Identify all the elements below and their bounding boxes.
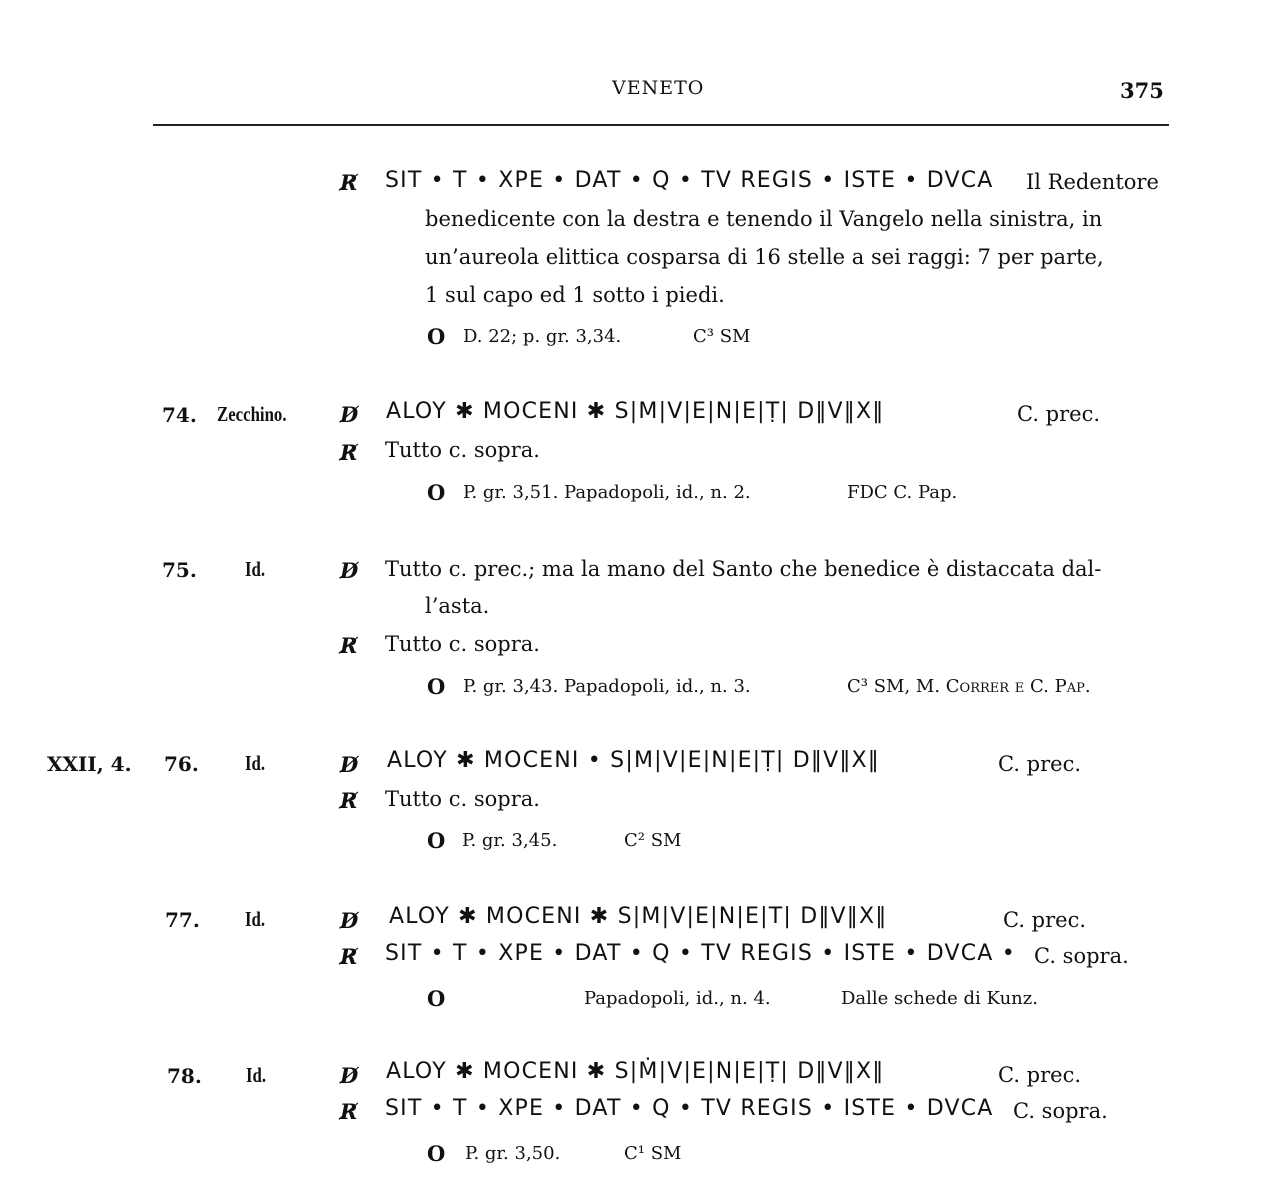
obverse-text: C. prec. [998, 1063, 1082, 1087]
obverse-legend: ALOY ✱ MOCENI • S|M|V|E|N|E|Ṭ| D‖V‖X‖ [387, 748, 880, 773]
reverse-legend: SIT • T • XPE • DAT • Q • TV REGIS • ISTE • DVCA [385, 168, 994, 193]
reference: P. gr. 3,51. Papadopoli, id., n. 2. [463, 482, 751, 503]
entry-number: 76. [164, 752, 199, 776]
reverse-symbol: R̸ [340, 788, 358, 813]
reverse-symbol: R̸ [340, 1099, 358, 1124]
obverse-text: C. prec. [998, 752, 1082, 776]
denomination: Zecchino. [217, 402, 287, 426]
reverse-text: C. sopra. [1034, 944, 1129, 968]
reverse-symbol: R̸ [340, 944, 358, 969]
metal-mark: O [427, 1141, 446, 1166]
reverse-symbol: R̸ [340, 440, 358, 465]
page-number: 375 [1120, 78, 1164, 103]
denomination: Id. [246, 1063, 267, 1087]
reverse-symbol: R̸ [340, 633, 358, 658]
obverse-legend: ALOY ✱ MOCENI ✱ S|M|V|E|N|E|Ṭ| D‖V‖X‖ [386, 399, 885, 424]
reverse-symbol: R̸ [340, 170, 358, 195]
obverse-text: l’asta. [425, 594, 490, 618]
reverse-legend: SIT • T • XPE • DAT • Q • TV REGIS • ISTE • DVCA • [385, 941, 1016, 966]
rarity: Dalle schede di Kunz. [841, 988, 1038, 1009]
reference: P. gr. 3,50. [465, 1143, 561, 1164]
reverse-text: Tutto c. sopra. [385, 438, 540, 462]
metal-mark: O [427, 674, 446, 699]
running-title: VENETO [612, 77, 705, 99]
metal-mark: O [427, 828, 446, 853]
reverse-legend: SIT • T • XPE • DAT • Q • TV REGIS • ISTE • DVCA [385, 1096, 994, 1121]
obverse-legend: ALOY ✱ MOCENI ✱ S|Ṁ|V|E|N|E|Ṭ| D‖V‖X‖ [386, 1059, 885, 1084]
denomination: Id. [245, 907, 266, 931]
reverse-text: Tutto c. sopra. [385, 632, 540, 656]
metal-mark: O [427, 986, 446, 1011]
entry-number: 74. [162, 403, 197, 427]
reference: P. gr. 3,45. [462, 830, 558, 851]
denomination: Id. [245, 557, 266, 581]
obverse-text: C. prec. [1017, 402, 1101, 426]
reverse-text: Tutto c. sopra. [385, 787, 540, 811]
metal-mark: O [427, 480, 446, 505]
rarity: C¹ SM [624, 1143, 682, 1164]
reverse-text: Il Redentore [1026, 170, 1159, 194]
entry-number: 78. [167, 1064, 202, 1088]
obverse-legend: ALOY ✱ MOCENI ✱ S|M|V|E|N|E|T| D‖V‖X‖ [389, 904, 888, 929]
obverse-text: Tutto c. prec.; ma la mano del Santo che benedice è distaccata dal- [385, 557, 1102, 581]
rarity: FDC C. Pap. [847, 482, 958, 503]
obverse-symbol: D̸ [340, 402, 359, 427]
metal-mark: O [427, 324, 446, 349]
reference: D. 22; p. gr. 3,34. [463, 326, 622, 347]
rarity: C³ SM, M. Correr e C. Pap. [847, 676, 1091, 697]
rarity: C³ SM [693, 326, 751, 347]
obverse-symbol: D̸ [340, 1063, 359, 1088]
entry-number: 77. [165, 908, 200, 932]
reverse-text: 1 sul capo ed 1 sotto i piedi. [425, 283, 725, 307]
reverse-text: un’aureola elittica cosparsa di 16 stelle a sei raggi: 7 per parte, [425, 245, 1104, 269]
reverse-text: C. sopra. [1013, 1099, 1108, 1123]
reverse-text: benedicente con la destra e tenendo il Vangelo nella sinistra, in [425, 207, 1103, 231]
obverse-symbol: D̸ [340, 752, 359, 777]
reference: P. gr. 3,43. Papadopoli, id., n. 3. [463, 676, 751, 697]
denomination: Id. [245, 751, 266, 775]
obverse-symbol: D̸ [340, 908, 359, 933]
header-rule [153, 124, 1169, 126]
obverse-symbol: D̸ [340, 558, 359, 583]
obverse-text: C. prec. [1003, 908, 1087, 932]
reference: Papadopoli, id., n. 4. [584, 988, 771, 1009]
entry-number: 75. [162, 558, 197, 582]
plate-reference: XXII, 4. [47, 752, 132, 776]
rarity: C² SM [624, 830, 682, 851]
